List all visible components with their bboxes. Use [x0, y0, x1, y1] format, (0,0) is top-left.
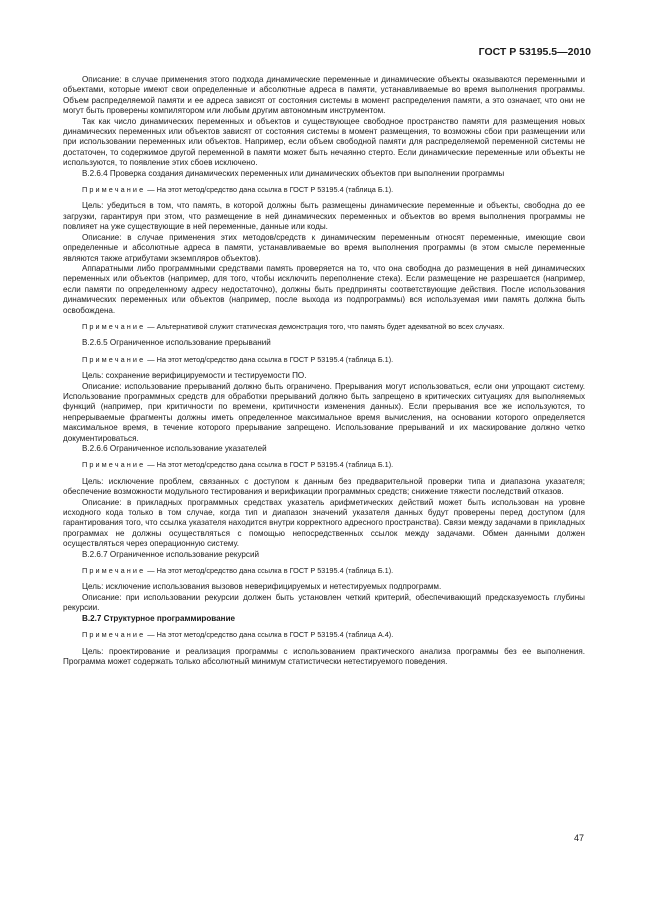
section-heading: В.2.6.5 Ограниченное использование прерываний [82, 338, 271, 348]
note-label: Примечание [82, 185, 146, 195]
note-text: — На этот метод/средство дана ссылка в ГОСТ Р 53195.4 (таблица А.4). [145, 630, 394, 640]
paragraph: Описание: в случае применения этого подхода динамические переменные и динамические объекты оказываются переменными и объектами, которые имеют свои определенные и абсолютные адреса в памяти, устанавливаемые во время выполнения программы. Объем распределяемой памяти и ее адреса зависят от состояния системы в момент распределения памяти, а это означает, что они не могут быть проверены компилятором или любым другим автономным инструментом. [63, 75, 585, 116]
paragraph: Описание: в случае применения этих методов/средств к динамическим переменным относят переменные, имеющие свои определенные и абсолютные адреса в памяти, устанавливаемые во время выполнения программы (в этом смысле переменные являются также атрибутами экземпляров объектов). [63, 232, 585, 263]
note-label: Примечание [82, 354, 146, 364]
section-heading: В.2.6.4 Проверка создания динамических переменных или динамических объектов при выполнении программы [82, 168, 505, 178]
paragraph: Цель: исключение проблем, связанных с доступом к данным без предварительной проверки типа и диапазона указателя; обеспечение возможности модульного тестирования и верификации программных средств; снижение тяжести последствий отказов. [63, 476, 585, 497]
paragraph: Цель: убедиться в том, что память, в которой должны быть размещены динамические переменные и объекты, свободна до ее загрузки, гарантируя при этом, что размещение в ней динамических переменных и объектов во время выполнения программы не повлияет на уже существующие в ней переменные, данные или коды. [63, 201, 585, 232]
note [63, 355, 585, 365]
note [63, 185, 585, 195]
paragraph: Описание: использование прерываний должно быть ограничено. Прерывания могут использоваться, если они упрощают систему. Использование программных средств для обработки прерываний должно быть запрещено в критических ситуациях для выполняемых функций (например, при критичности по времени, критичности изменения данных). Если прерывания все же используются, то непрерываемые фрагменты должны иметь определенное максимальное время вычисления, на основании которого определяется максимальное время, в течение которого прерывание запрещено. Использование прерываний и их маскирование должно четко документироваться. [63, 381, 585, 443]
note-text: — На этот метод/средство дана ссылка в ГОСТ Р 53195.4 (таблица Б.1). [145, 566, 394, 576]
paragraph: Так как число динамических переменных и объектов и существующее свободное пространство памяти для размещения новых динамических переменных или объектов зависят от состояния системы в момент размещения, то возможны сбои при размещении или при использовании переменных или объектов. Например, если объем свободной памяти для распределяемой переменной системы не достаточен, то содержимое другой переменной в памяти может быть нечаянно стерто. Если динамические переменные или объекты не используются, то появление этих сбоев исключено. [63, 116, 585, 168]
note-text: — На этот метод/средство дана ссылка в ГОСТ Р 53195.4 (таблица Б.1). [145, 354, 394, 364]
note-text: — На этот метод/средство дана ссылка в ГОСТ Р 53195.4 (таблица Б.1). [145, 460, 394, 470]
subsection-heading-bold: В.2.7 Структурное программирование [82, 613, 236, 623]
paragraph: Описание: в прикладных программных средствах указатель арифметических действий может быть использован на уровне исходного кода только в том случае, когда тип и диапазон значений указателя данных будут проверены перед доступом (для гарантирования того, что ссылка указателя находится внутри корректного адресного пространства). Связи между задачами в прикладных программах не должны осуществляться с помощью непосредственных ссылок между задачами. Обмен данными должен осуществляться через операционную систему. [63, 497, 585, 549]
paragraph: Цель: сохранение верифицируемости и тестируемости ПО. [82, 371, 307, 381]
page-number: 47 [573, 833, 584, 843]
note-label: Примечание [82, 460, 146, 470]
note [63, 566, 585, 576]
document-code-header: ГОСТ Р 53195.5—2010 [478, 46, 591, 58]
note-label: Примечание [82, 630, 146, 640]
section-heading: В.2.6.7 Ограниченное использование рекурсий [82, 549, 260, 559]
note [63, 322, 585, 332]
note-label: Примечание [82, 321, 146, 331]
document-body [63, 75, 585, 667]
paragraph: Аппаратными либо программными средствами память проверяется на то, что она свободна до размещения в ней динамических переменных или объектов (например, для того, чтобы исключить переполнение стека). Если размещение не разрешается (например, если памяти по определенному адресу недостаточно), должны быть предприняты соответствующие действия. После использования динамических переменных или объектов (например, после выхода из подпрограммы) вся используемая ими память должна быть освобождена. [63, 263, 585, 315]
paragraph: Цель: исключение использования вызовов неверифицируемых и нетестируемых подпрограмм. [82, 582, 442, 592]
note [63, 630, 585, 640]
note-label: Примечание [82, 566, 146, 576]
paragraph: Цель: проектирование и реализация программы с использованием практического анализа программы без ее выполнения. Программа может содержать только абсолютный минимум статистически нетестируемого поведения. [63, 646, 585, 666]
note-text: — Альтернативой служит статическая демонстрация того, что память будет адекватной во всех случаях. [145, 321, 505, 331]
section-heading: В.2.6.6 Ограниченное использование указателей [82, 444, 267, 453]
paragraph: Описание: при использовании рекурсии должен быть установлен четкий критерий, обеспечивающий предсказуемость глубины рекурсии. [63, 592, 585, 613]
note [63, 460, 585, 470]
note-text: — На этот метод/средство дана ссылка в ГОСТ Р 53195.4 (таблица Б.1). [145, 185, 394, 195]
